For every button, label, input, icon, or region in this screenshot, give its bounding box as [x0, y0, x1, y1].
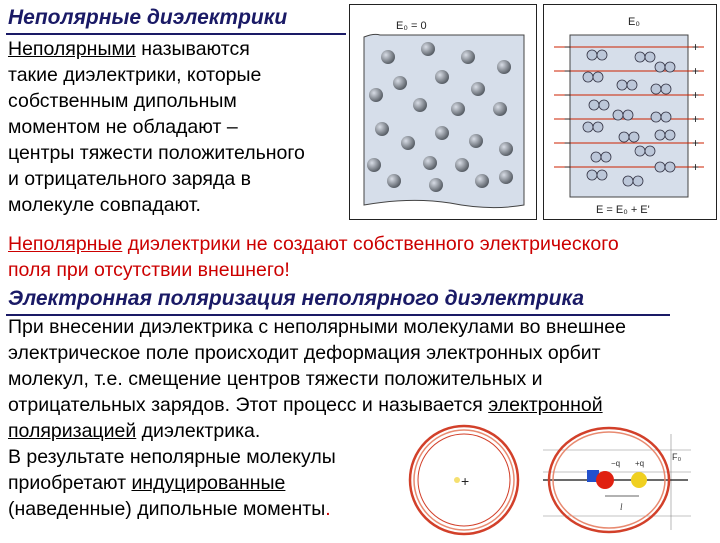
atom-no-field-svg [405, 420, 523, 538]
external-field-label: E₀ [628, 16, 640, 28]
svg-text:−: − [564, 160, 572, 174]
nucleus-label: + [461, 473, 470, 489]
field-force-label: F₀ [672, 452, 682, 462]
svg-text:−: − [564, 88, 572, 102]
definition-line-7: молекуле совпадают. [8, 194, 201, 216]
nonpolar-term: Неполярными [8, 38, 136, 60]
figure-no-field [349, 4, 537, 220]
polarization-line-8-b: . [325, 498, 331, 520]
polarization-line-1: При внесении диэлектрика с неполярными молекулами во внешнее [8, 316, 626, 338]
polarization-line-3: молекул, т.е. смещение центров тяжести положительных и [8, 368, 543, 390]
svg-text:+: + [692, 88, 700, 102]
svg-text:+: + [692, 64, 700, 78]
svg-text:−: − [564, 64, 572, 78]
svg-text:−: − [564, 136, 572, 150]
atom-in-field-svg [543, 420, 691, 538]
atom-in-field [543, 420, 691, 538]
definition-line-2: такие диэлектрики, которые [8, 64, 262, 86]
note-term: Неполярные [8, 233, 123, 255]
polarization-line-4-a: отрицательных зарядов. Этот процесс и называется [8, 394, 489, 416]
definition-line-1-rest: называются [135, 38, 250, 60]
note-text [8, 231, 718, 283]
atom-no-field [405, 420, 523, 538]
definition-line-4: моментом не обладают – [8, 116, 238, 138]
svg-text:+: + [692, 160, 700, 174]
polarization-line-5-rest: диэлектрика. [136, 420, 261, 442]
neg-charge-label: −q [611, 459, 621, 468]
section-title-electronic-polarization: Электронная поляризация неполярного диэлектрика [8, 287, 585, 310]
definition-line-5: центры тяжести положительного [8, 142, 305, 164]
definition-text [8, 36, 353, 218]
svg-text:+: + [692, 40, 700, 54]
note-line-1-rest: диэлектрики не создают собственного электрического [122, 233, 619, 255]
polarization-line-4 [8, 392, 718, 418]
definition-line-6: и отрицательного заряда в [8, 168, 251, 190]
svg-text:−: − [564, 40, 572, 54]
pos-charge-label: +q [635, 459, 645, 468]
polarization-line-7-a: приобретают [8, 472, 132, 494]
electron-cloud-center [596, 471, 614, 489]
definition-line-1 [8, 36, 353, 62]
section-title-nonpolar: Неполярные диэлектрики [8, 6, 288, 29]
svg-text:+: + [692, 112, 700, 126]
dielectric-field-svg [544, 5, 716, 219]
total-field-label: E = E₀ + E' [596, 204, 650, 216]
note-line-1 [8, 231, 718, 257]
polarization-line-6: В результате неполярные молекулы [8, 446, 336, 468]
polarization-line-2: электрическое поле происходит деформация электронных орбит [8, 342, 601, 364]
nucleus [454, 477, 460, 483]
electronic-term: электронной [488, 394, 603, 416]
polarization-line-8-a: (наведенные) дипольные моменты [8, 498, 326, 520]
title-underline [6, 33, 346, 35]
dielectric-no-field-svg [350, 5, 536, 219]
dipole-length-label: l [620, 502, 623, 512]
polarization-term: поляризацией [8, 420, 137, 442]
figure-with-field [543, 4, 717, 220]
no-field-label: E₀ = 0 [396, 20, 427, 32]
note-line-2: поля при отсутствии внешнего! [8, 259, 290, 281]
induced-term: индуцированные [131, 472, 286, 494]
nucleus-displaced [631, 472, 647, 488]
svg-text:−: − [564, 112, 572, 126]
svg-text:+: + [692, 136, 700, 150]
definition-line-3: собственным дипольным [8, 90, 237, 112]
